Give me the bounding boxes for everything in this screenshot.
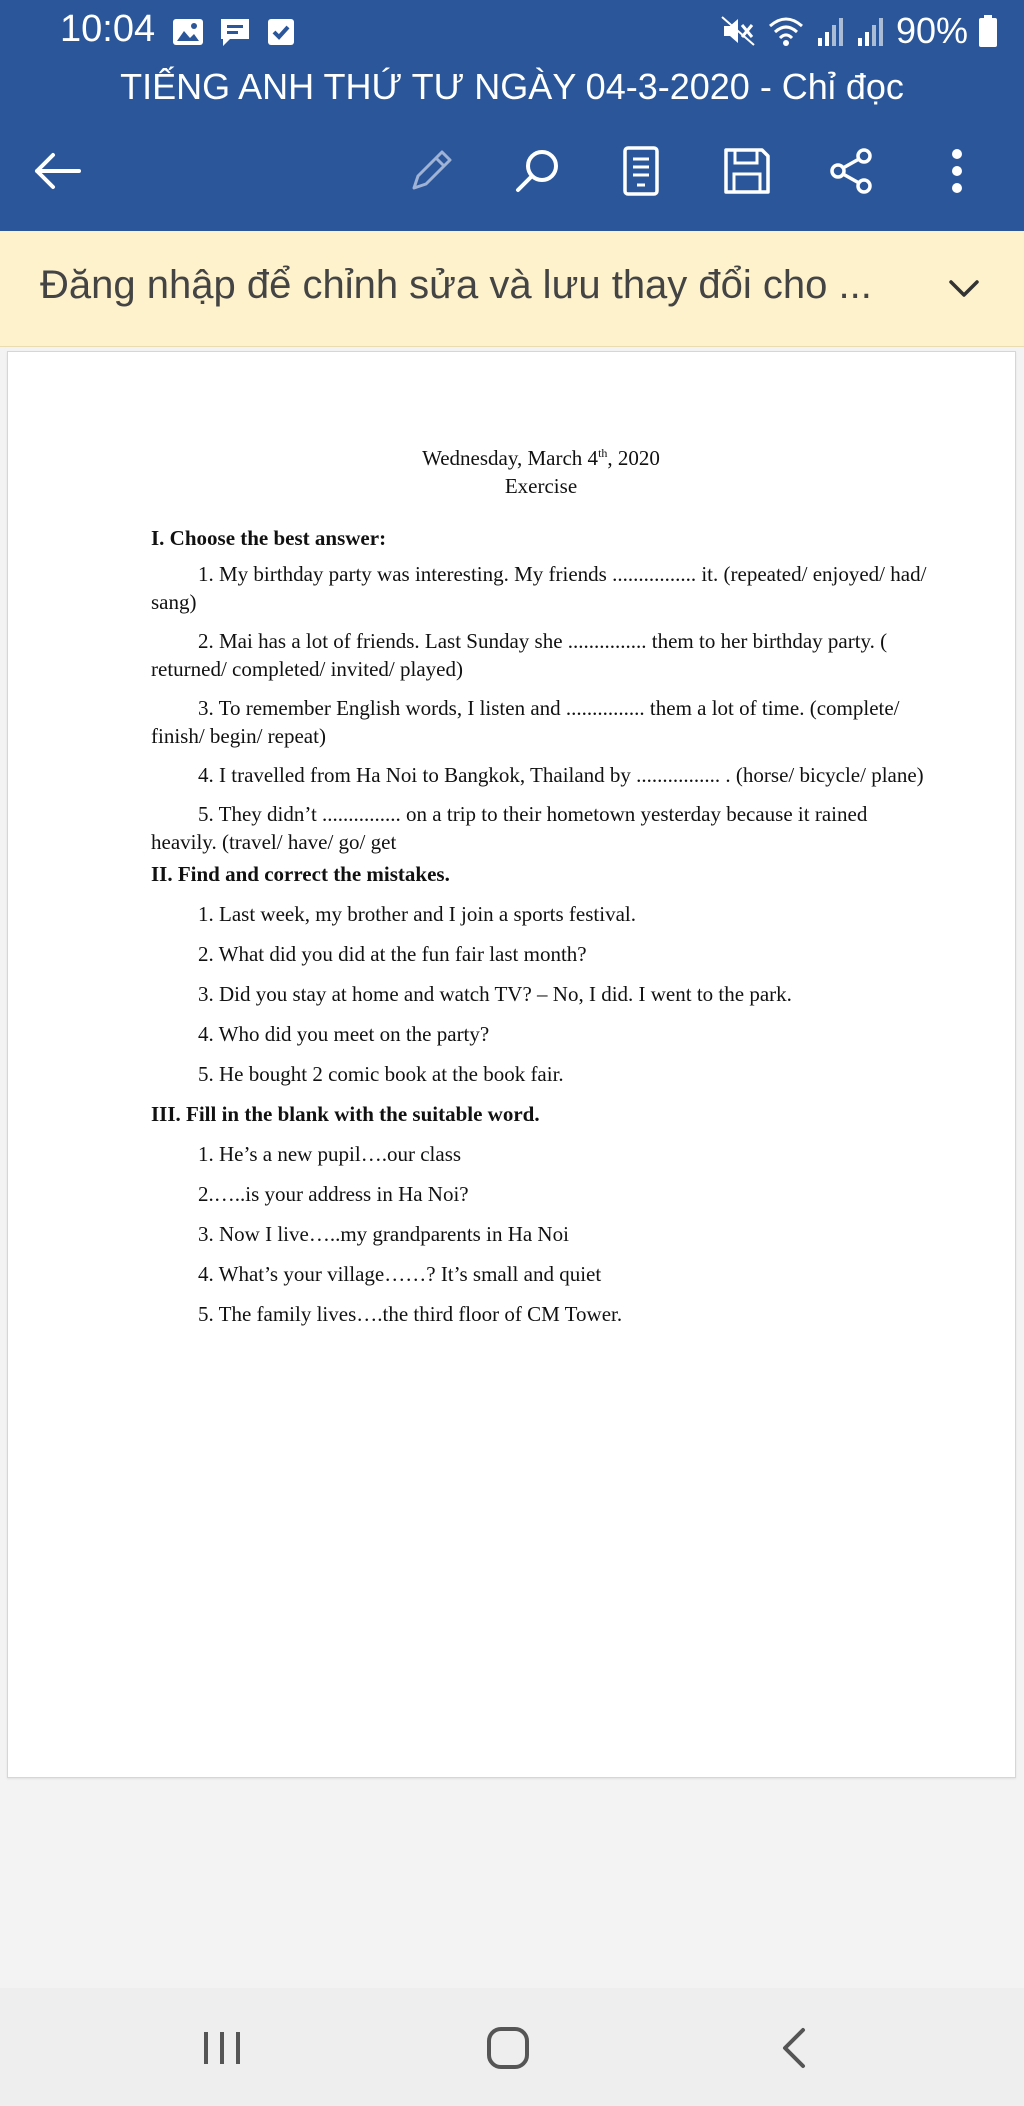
- date-suffix: th: [598, 446, 608, 460]
- checkbox-icon: [266, 17, 296, 47]
- expand-banner-button[interactable]: [940, 265, 988, 313]
- battery-icon: [978, 14, 998, 48]
- wifi-icon: [766, 14, 806, 48]
- app-header: [0, 0, 1024, 231]
- reading-view-icon: [621, 145, 661, 197]
- recents-button[interactable]: [182, 2012, 262, 2084]
- home-icon: [485, 2025, 531, 2071]
- document-page[interactable]: [7, 351, 1016, 1778]
- list-item: 4. Who did you meet on the party?: [198, 1022, 490, 1046]
- message-icon: [218, 16, 252, 48]
- share-icon: [826, 146, 876, 196]
- list-item: 3. Did you stay at home and watch TV? – No, I did. I went to the park.: [198, 982, 792, 1006]
- search-icon: [512, 146, 562, 196]
- share-button[interactable]: [816, 136, 886, 206]
- reading-view-button[interactable]: [606, 136, 676, 206]
- edit-button[interactable]: [396, 136, 466, 206]
- pencil-icon: [406, 146, 456, 196]
- signin-banner[interactable]: [0, 231, 1024, 347]
- section-heading: II. Find and correct the mistakes.: [151, 862, 450, 886]
- list-item: 5. They didn’t ............... on a trip to their hometown yesterday because it rained heavily. (travel/ have/ go/ get: [151, 802, 868, 854]
- back-arrow-icon: [31, 151, 83, 191]
- signal-icon: [816, 14, 846, 48]
- signin-banner-text: Đăng nhập để chỉnh sửa và lưu thay đổi cho ...: [40, 263, 872, 307]
- more-options-button[interactable]: [922, 136, 992, 206]
- list-item: 5. The family lives….the third floor of CM Tower.: [198, 1302, 623, 1326]
- list-item: 4. I travelled from Ha Noi to Bangkok, Thailand by ................ . (horse/ bicycle/ plane): [198, 763, 924, 787]
- document-content: [151, 444, 931, 1328]
- date-year: , 2020: [607, 446, 660, 470]
- list-item: 2. Mai has a lot of friends. Last Sunday she ............... them to her birthday party. ( returned/ completed/ invited/ played): [151, 629, 888, 681]
- date-text: Wednesday, March 4: [422, 446, 599, 470]
- back-chevron-icon: [779, 2026, 809, 2070]
- list-item: 4. What’s your village……? It’s small and quiet: [198, 1262, 602, 1286]
- mute-icon: [720, 13, 756, 49]
- save-button[interactable]: [712, 136, 782, 206]
- list-item: 2. What did you did at the fun fair last month?: [198, 942, 587, 966]
- chevron-down-icon: [948, 279, 980, 299]
- list-item: 3. Now I live…..my grandparents in Ha Noi: [198, 1222, 569, 1246]
- list-item: 1. He’s a new pupil….our class: [198, 1142, 462, 1166]
- list-item: 5. He bought 2 comic book at the book fair.: [198, 1062, 564, 1086]
- signal-icon: [856, 14, 886, 48]
- status-time: 10:04: [60, 8, 156, 50]
- recents-icon: [200, 2028, 244, 2068]
- search-button[interactable]: [502, 136, 572, 206]
- document-subtitle: Exercise: [504, 474, 578, 498]
- battery-percent: 90%: [895, 10, 968, 51]
- save-icon: [722, 146, 772, 196]
- back-nav-button[interactable]: [754, 2012, 834, 2084]
- gallery-icon: [172, 17, 204, 47]
- status-bar: [0, 0, 1024, 64]
- section-heading: I. Choose the best answer:: [151, 526, 387, 550]
- section-heading: III. Fill in the blank with the suitable word.: [151, 1102, 540, 1126]
- navigation-bar: [0, 1988, 1024, 2106]
- home-button[interactable]: [468, 2012, 548, 2084]
- list-item: 1. Last week, my brother and I join a sports festival.: [198, 902, 636, 926]
- notification-icons: [172, 14, 296, 50]
- more-vertical-icon: [947, 146, 967, 196]
- system-status-icons: [720, 10, 998, 52]
- back-button[interactable]: [22, 136, 92, 206]
- document-date: [151, 444, 931, 472]
- list-item: 2.…..is your address in Ha Noi?: [198, 1182, 469, 1206]
- list-item: 1. My birthday party was interesting. My friends ................ it. (repeated/ enjoyed/ had/ sang): [151, 562, 927, 614]
- document-title: TIẾNG ANH THỨ TƯ NGÀY 04-3-2020 - Chỉ đọc: [120, 66, 904, 107]
- list-item: 3. To remember English words, I listen and ............... them a lot of time. (complete/ finish/ begin/ repeat): [151, 696, 900, 748]
